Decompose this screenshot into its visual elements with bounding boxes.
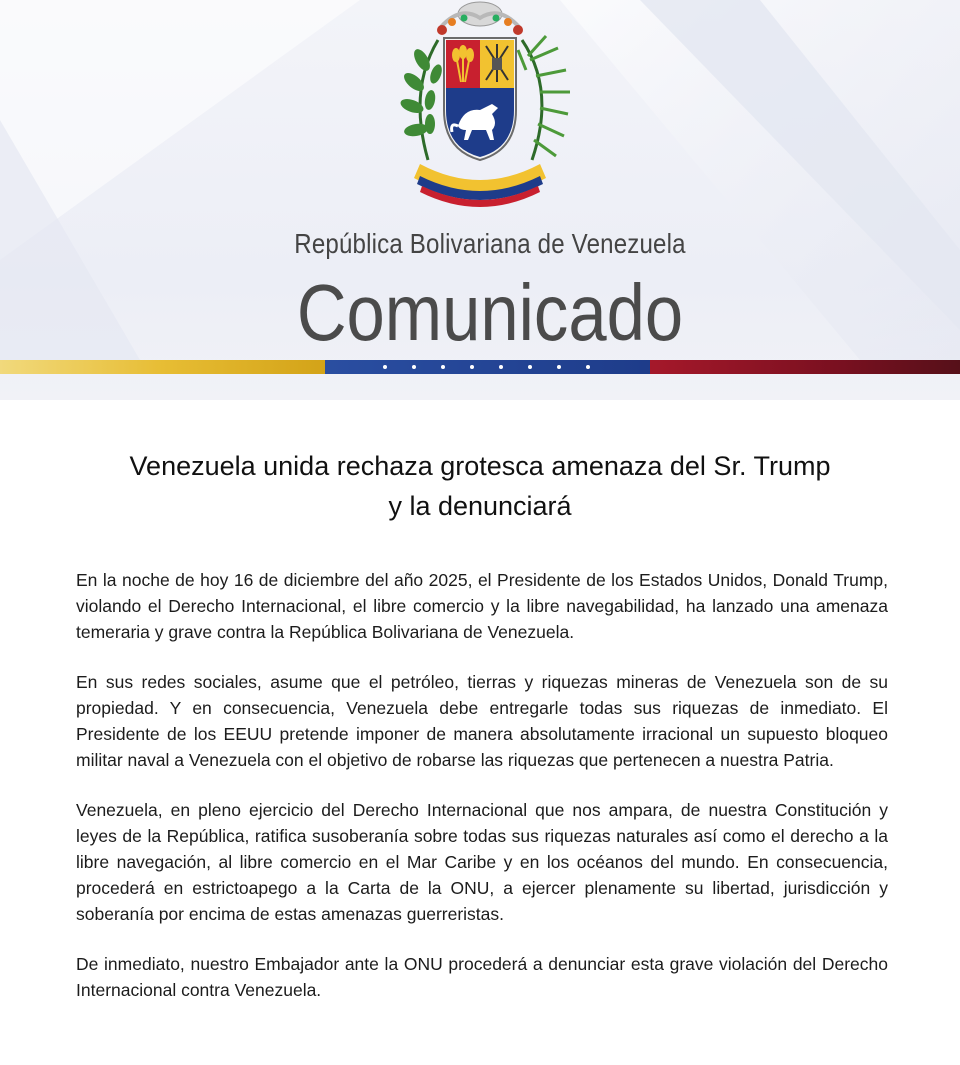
headline-line-2: y la denunciará xyxy=(388,491,572,521)
body-paragraph: De inmediato, nuestro Embajador ante la ONU procederá a denunciar esta grave violación del Derecho Internacional contra Venezuela. xyxy=(76,954,888,1000)
flag-stripe-red xyxy=(650,360,960,374)
government-name: República Bolivariana de Venezuela xyxy=(294,228,686,259)
body-paragraph: En sus redes sociales, asume que el petróleo, tierras y riquezas mineras de Venezuela son de su propiedad. Y en consecuencia, Venezuela debe entregarle todas sus riquezas de inmediato. El Presidente de los EEUU pretende imponer de manera absolutamente irracional un supuesto bloqueo militar naval a Venezuela con el objetivo de robarse las riquezas que pertenecen a nuestra Patria. xyxy=(76,672,888,770)
flag-stripe-yellow xyxy=(0,360,325,374)
body-paragraph: En la noche de hoy 16 de diciembre del año 2025, el Presidente de los Estados Unidos, Donald Trump, violando el Derecho Internacional, el libre comercio y la libre navegabilidad, ha lanzado una amenaza temeraria y grave contra la República Bolivariana de Venezuela. xyxy=(76,570,888,642)
communique-body xyxy=(76,567,888,1027)
coat-of-arms-emblem xyxy=(380,0,580,222)
communique-headline xyxy=(60,446,900,526)
flag-color-stripe xyxy=(0,360,960,374)
headline-line-1: Venezuela unida rechaza grotesca amenaza del Sr. Trump xyxy=(129,451,831,481)
communique-header xyxy=(0,0,960,400)
body-paragraph: Venezuela, en pleno ejercicio del Derecho Internacional que nos ampara, de nuestra Constitución y leyes de la República, ratifica susoberanía sobre todas sus riquezas naturales así como el derecho a la libre navegación, al libre comercio en el Mar Caribe y en los océanos del mundo. En consecuencia, procederá en estrictoapego a la Carta de la ONU, a ejercer plenamente su libertad, jurisdicción y soberanía por encima de estas amenazas guerreristas. xyxy=(76,800,888,924)
document-type-title: Comunicado xyxy=(296,268,684,357)
flag-stars xyxy=(325,360,650,374)
